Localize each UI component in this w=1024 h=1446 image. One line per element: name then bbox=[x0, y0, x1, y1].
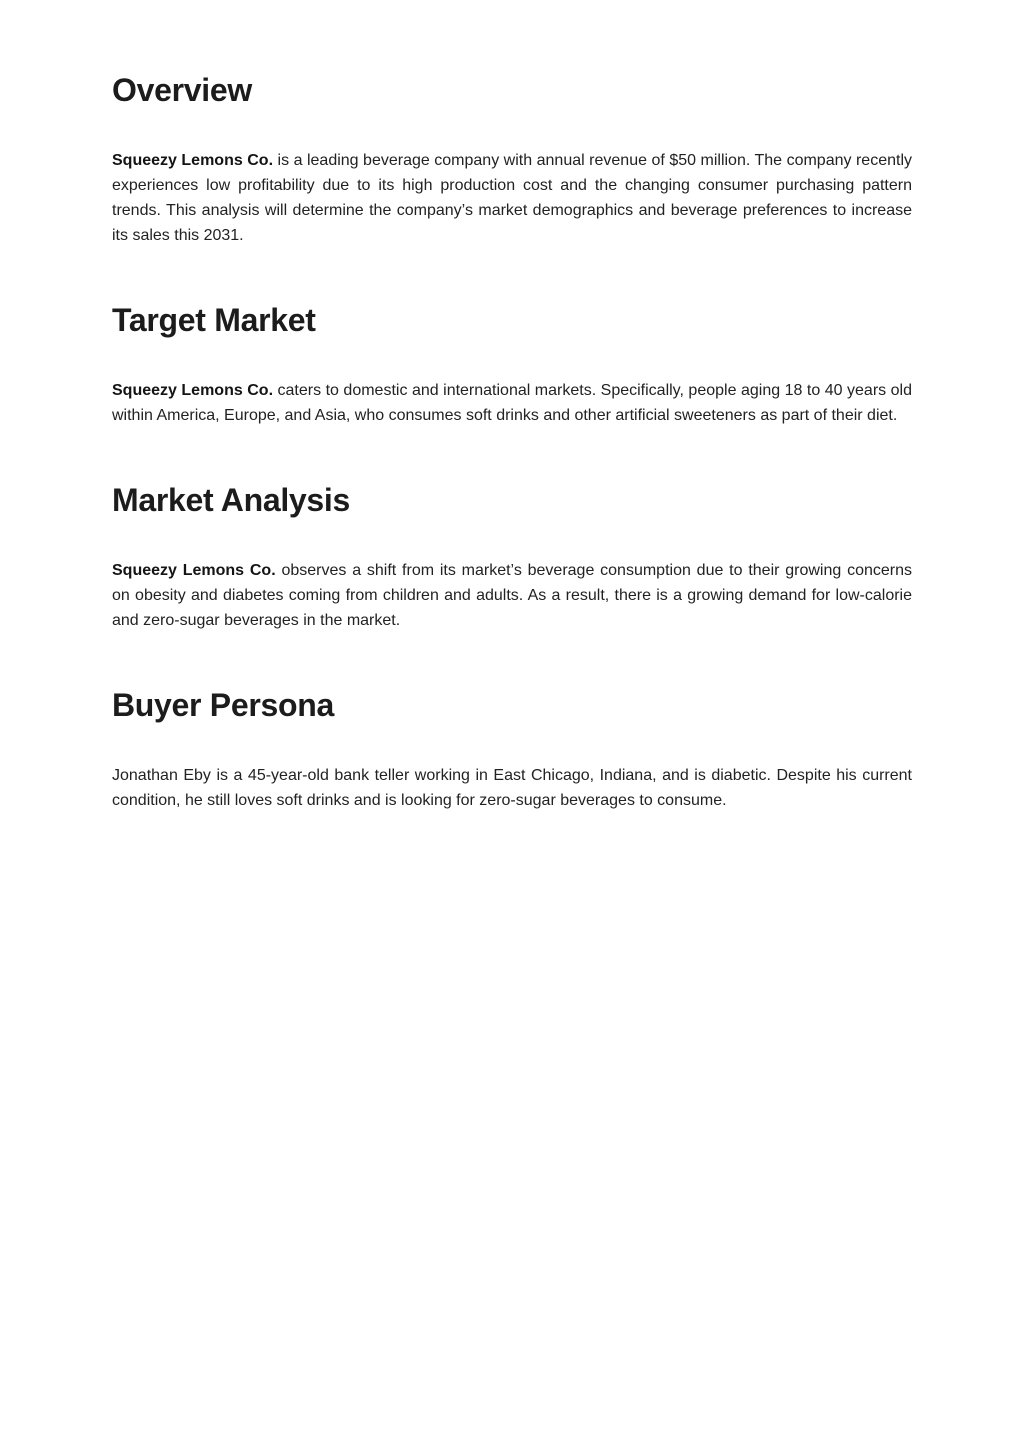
overview-heading: Overview bbox=[112, 72, 252, 108]
overview-paragraph bbox=[112, 148, 912, 248]
target-market-body-text: caters to domestic and international markets. Specifically, people aging 18 to 40 years old within America, Europe, and Asia, who consumes soft drinks and other artificial sweeteners as part of their diet. bbox=[112, 382, 913, 424]
company-name: Squeezy Lemons Co. bbox=[112, 152, 274, 169]
market-analysis-section bbox=[112, 480, 912, 633]
market-analysis-heading: Market Analysis bbox=[112, 482, 350, 518]
target-market-heading: Target Market bbox=[112, 302, 316, 338]
overview-body-text: is a leading beverage company with annual revenue of $50 million. The company recently experiences low profitability due to its high production cost and the changing consumer purchasing pattern trends. This analysis will determine the company’s market demographics and beverage preferences to increase its sales this 2031. bbox=[112, 152, 913, 244]
market-analysis-body-text: observes a shift from its market’s beverage consumption due to their growing concerns on obesity and diabetes coming from children and adults. As a result, there is a growing demand for low-calorie and zero-sugar beverages in the market. bbox=[112, 562, 913, 629]
buyer-persona-section bbox=[112, 685, 912, 813]
target-market-section bbox=[112, 300, 912, 428]
company-name: Squeezy Lemons Co. bbox=[112, 562, 276, 579]
buyer-persona-heading: Buyer Persona bbox=[112, 687, 334, 723]
overview-section bbox=[112, 70, 912, 248]
target-market-paragraph bbox=[112, 378, 912, 428]
buyer-persona-paragraph bbox=[112, 763, 912, 813]
buyer-persona-body-text: Jonathan Eby is a 45-year-old bank teller working in East Chicago, Indiana, and is diabetic. Despite his current condition, he still loves soft drinks and is looking for zero-sugar beverages to consume. bbox=[112, 767, 912, 809]
market-analysis-paragraph bbox=[112, 558, 912, 633]
company-name: Squeezy Lemons Co. bbox=[112, 382, 274, 399]
